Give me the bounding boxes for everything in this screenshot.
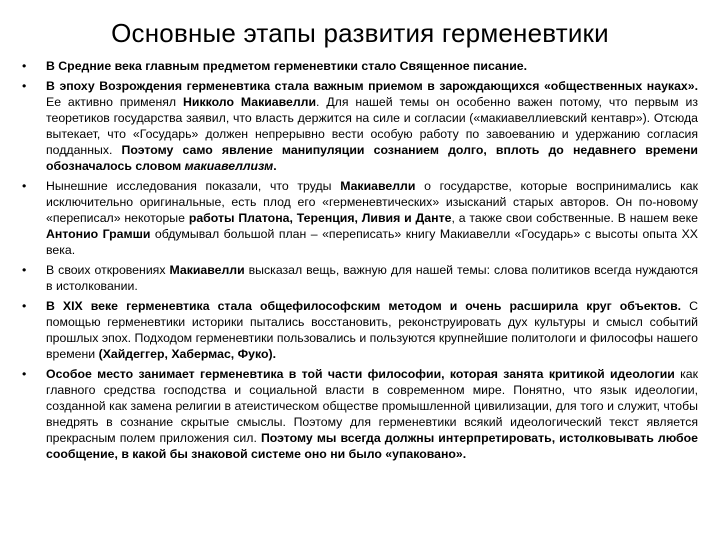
list-item-text: о государстве, которые воспринимались как исключительно оригинальные, есть плод его «герменевтических» изысканий старых авторов. Он по-новому «переписал» некоторые [46, 179, 698, 225]
list-item [22, 262, 698, 294]
list-item-text: В эпоху Возрождения герменевтика стала важным приемом в зарождающихся «общественных науках». [46, 79, 698, 93]
list-item [22, 58, 698, 74]
bullet-icon: • [22, 179, 27, 193]
list-item [22, 178, 698, 258]
list-item-text: Особое место занимает герменевтика в той части философии, которая занята критикой идеологии [46, 367, 675, 381]
list-item-text: работы Платона, Теренция, Ливия и Данте [188, 211, 452, 225]
list-item-text: Антонио Грамши [46, 227, 151, 241]
list-item-text: макиавеллизм [184, 159, 274, 173]
list-item-text: В своих откровениях [46, 263, 170, 277]
list-item-text: Никколо Макиавелли [183, 95, 317, 109]
list-item-text: Поэтому мы всегда должны интерпретировать, истолковывать любое сообщение, в какой бы знаковой системе оно ни было «упаковано». [46, 431, 698, 461]
bullet-icon: • [22, 79, 27, 93]
list-item-text: . [273, 159, 277, 173]
page-title: Основные этапы развития герменевтики [111, 18, 609, 48]
list-item-text: , а также свои собственные. В нашем веке [451, 211, 698, 225]
list-item-text: В Средние века главным предметом герменевтики стало Священное писание. [46, 59, 528, 73]
list-item-text: Макиавелли [340, 179, 416, 193]
list-item [22, 78, 698, 174]
list-item [22, 298, 698, 362]
list-item-text: . Для нашей темы он особенно важен потому, что первым из теоретиков государства заявил, что власть держится на силе и согласии («макиавеллиевский кентавр»). Отсюда вытекает, что «Государь» должен непрерывно вести особую работу по завоеванию и удержанию согласия подданных. [46, 95, 698, 157]
list-item-text: Нынешние исследования показали, что труды [46, 179, 341, 193]
list-item-text: как главного средства господства и социальной власти в современном мире. Понятно, что язык идеологии, созданной как замена религии в атеистическом обществе промышленной цивилизации, для того и служит, чтобы внедрять в сознание скрытые смыслы. Поэтому для герменевтики всякий идеологический текст является прекрасным полем приложения сил. [46, 367, 698, 445]
bullet-list [22, 58, 698, 466]
bullet-icon: • [22, 59, 27, 73]
list-item-text: Макиавелли [169, 263, 245, 277]
list-item-text: С помощью герменевтики историки пытались восстановить, реконструировать дух культуры и смысл событий прошлых эпох. Подходом герменевтики пользовались и пользуются крупнейшие политологи и философы нашего времени [46, 299, 698, 361]
list-item-text: Ее активно применял [46, 95, 183, 109]
bullet-icon: • [22, 263, 27, 277]
list-item-text: обдумывал большой план – «переписать» книгу Макиавелли «Государь» с высоты опыта XX века. [46, 227, 698, 257]
list-item-text: (Хайдеггер, Хабермас, Фуко). [98, 347, 276, 361]
bullet-icon: • [22, 367, 27, 381]
list-item-text: Поэтому само явление манипуляции сознанием долго, вплоть до недавнего времени обозначалось словом [46, 143, 698, 173]
list-item [22, 366, 698, 462]
list-item-text: высказал вещь, важную для нашей темы: слова политиков всегда нуждаются в истолковании. [46, 263, 699, 293]
list-item-text: В XIX веке герменевтика стала общефилософским методом и очень расширила круг объектов. [46, 299, 682, 313]
bullet-icon: • [22, 299, 27, 313]
